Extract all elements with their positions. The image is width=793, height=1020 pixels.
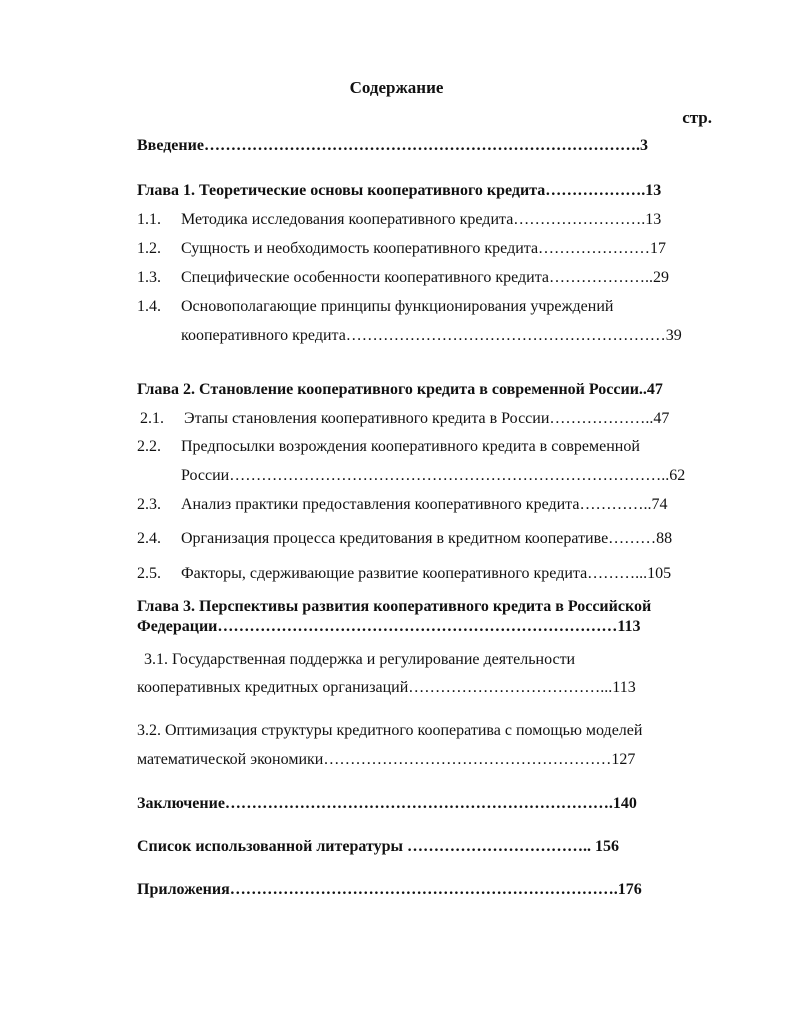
toc-entry-chapter-3: Глава 3. Перспективы развития кооперативного кредита в Российской (137, 598, 652, 615)
toc-entry-chapter-1: Глава 1. Теоретические основы кооперативного кредита……………….13 (137, 182, 662, 199)
section-number: 1.2. (137, 240, 161, 257)
toc-entry-references: Список использованной литературы …………………………….. 156 (137, 838, 619, 855)
section-number: 1.4. (137, 298, 161, 315)
section-number: 1.1. (137, 211, 161, 228)
section-number: 2.1. (140, 410, 164, 427)
toc-entry-3-1-cont: кооперативных кредитных организаций………………………………...113 (137, 679, 636, 696)
toc-entry-intro: Введение……………………………………………………………………….3 (137, 137, 648, 154)
section-number: 2.3. (137, 496, 161, 513)
toc-entry-2-1 (140, 409, 669, 429)
toc-entry-chapter-3-cont: Федерации…………………………………………………………………113 (137, 618, 641, 635)
toc-entry-conclusion: Заключение……………………………………………………………….140 (137, 795, 637, 812)
page-title: Содержание (349, 78, 444, 97)
page-column-label: стр. (682, 108, 712, 127)
section-number: 2.2. (137, 438, 161, 455)
section-text: Сущность и необходимость кооперативного кредита…………………17 (181, 240, 667, 257)
section-number: 2.4. (137, 530, 161, 547)
section-number: 1.3. (137, 269, 161, 286)
section-text: Методика исследования кооперативного кредита…………………….13 (181, 211, 662, 228)
section-text: Организация процесса кредитования в кредитном кооперативе………88 (181, 530, 673, 547)
section-text: Специфические особенности кооперативного кредита………………..29 (181, 269, 669, 286)
section-text: Факторы, сдерживающие развитие кооперативного кредита………...105 (181, 565, 672, 582)
toc-entry-2-2 (137, 437, 640, 457)
toc-entry-1-4 (137, 297, 613, 317)
toc-entry-appendix: Приложения……………………………………………………………….176 (137, 881, 642, 898)
toc-entry-2-4 (137, 529, 672, 549)
toc-entry-3-2: 3.2. Оптимизация структуры кредитного кооператива с помощью моделей (137, 722, 643, 739)
toc-entry-1-2 (137, 239, 666, 259)
toc-entry-1-4-cont: кооперативного кредита……………………………………………………39 (181, 327, 682, 344)
section-text: Предпосылки возрождения кооперативного кредита в современной (181, 438, 640, 455)
section-text: Этапы становления кооперативного кредита в России………………..47 (184, 410, 670, 427)
toc-entry-1-3 (137, 268, 669, 288)
toc-entry-chapter-2: Глава 2. Становление кооперативного кредита в современной России..47 (137, 381, 663, 398)
toc-entry-2-2-cont: России………………………………………………………………………..62 (181, 467, 686, 484)
toc-entry-1-1 (137, 210, 661, 230)
section-number: 2.5. (137, 565, 161, 582)
toc-entry-2-3 (137, 495, 667, 515)
section-text: Анализ практики предоставления кооперативного кредита…………..74 (181, 496, 668, 513)
toc-entry-3-2-cont: математической экономики………………………………………………127 (137, 751, 636, 768)
toc-entry-2-5 (137, 564, 671, 584)
toc-entry-3-1: 3.1. Государственная поддержка и регулирование деятельности (144, 651, 576, 668)
section-text: Основополагающие принципы функционирования учреждений (181, 298, 614, 315)
